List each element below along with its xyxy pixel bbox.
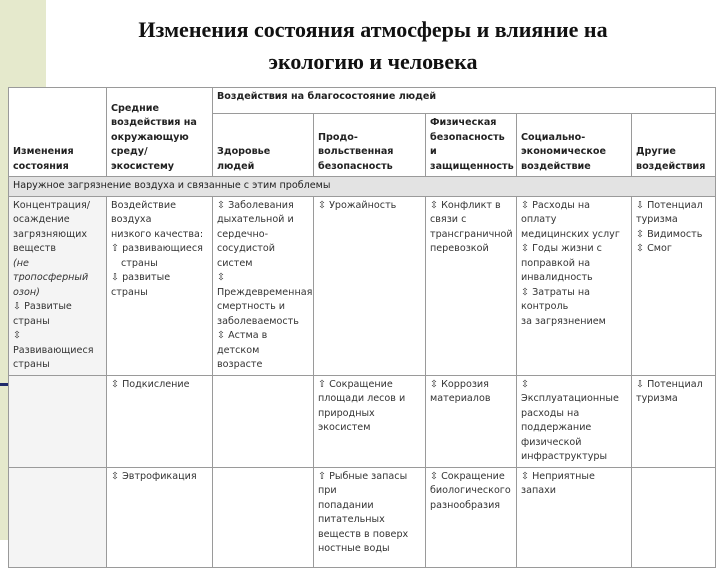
header-socio: Социально-экономическое воздействие (517, 114, 632, 177)
cell-row2-physical: ⇳ Коррозия материалов (426, 375, 517, 467)
cell-row1-change: Концентрация/ осаждение загрязняющих веществ (не тропосферный озон) ⇩ Развитые страны ⇳ Развивающиеся страны (9, 196, 107, 375)
slide-title-line-1: Изменения состояния атмосферы и влияние на (138, 17, 608, 42)
cell-row2-health (213, 375, 314, 467)
cell-row2-ecosystem: ⇳ Подкисление (107, 375, 213, 467)
header-other: Другие воздействия (632, 114, 716, 177)
header-wellbeing: Воздействия на благосостояние людей (213, 88, 716, 114)
cell-row3-ecosystem: ⇳ Эвтрофикация (107, 467, 213, 567)
cell-row1-health: ⇳ Заболевания дыхательной и сердечно- сосудистой систем ⇳ Преждевременная смертность и заболеваемость ⇳ Астма в детском возрасте (213, 196, 314, 375)
cell-row3-health (213, 467, 314, 567)
header-ecosystem: Средние воздействия на окружающую среду/экосистему (107, 88, 213, 177)
cell-row3-other (632, 467, 716, 567)
cell-row1-food: ⇳ Урожайность (314, 196, 426, 375)
table-row (9, 467, 716, 567)
cell-row2-other: ⇩ Потенциал туризма (632, 375, 716, 467)
cell-row2-socio: ⇳ Эксплуатационные расходы на поддержание физической инфраструктуры (517, 375, 632, 467)
cell-row3-socio: ⇳ Неприятные запахи (517, 467, 632, 567)
section-label: Наружное загрязнение воздуха и связанные с этим проблемы (9, 177, 716, 197)
header-physical: Физическая безопасность и защищенность (426, 114, 517, 177)
table-row (9, 196, 716, 375)
cell-row2-change (9, 375, 107, 467)
cell-row3-change (9, 467, 107, 567)
cell-row2-food: ⇧ Сокращение площади лесов и природных экосистем (314, 375, 426, 467)
cell-row1-ecosystem: Воздействие воздуха низкого качества: ⇧ развивающиеся страны ⇩ развитые страны (107, 196, 213, 375)
table-header-row (9, 88, 716, 114)
cell-row1-physical: ⇳ Конфликт в связи с трансграничной перевозкой (426, 196, 517, 375)
cell-row3-physical: ⇳ Сокращение биологического разнообразия (426, 467, 517, 567)
section-row (9, 177, 716, 197)
header-food: Продо-вольственная безопасность (314, 114, 426, 177)
table-row (9, 375, 716, 467)
impacts-table (8, 87, 716, 568)
cell-row1-other: ⇩ Потенциал туризма ⇳ Видимость ⇳ Смог (632, 196, 716, 375)
slide-title (48, 14, 698, 78)
slide-title-line-2: экологию и человека (268, 49, 478, 74)
cell-row1-socio: ⇳ Расходы на оплату медицинских услуг ⇳ Годы жизни с поправкой на инвалидность ⇳ Затраты на контроль за загрязнением (517, 196, 632, 375)
header-change: Изменения состояния (9, 88, 107, 177)
header-health: Здоровье людей (213, 114, 314, 177)
cell-row3-food: ⇧ Рыбные запасы при попадании питательных веществ в поверх ностные воды (314, 467, 426, 567)
